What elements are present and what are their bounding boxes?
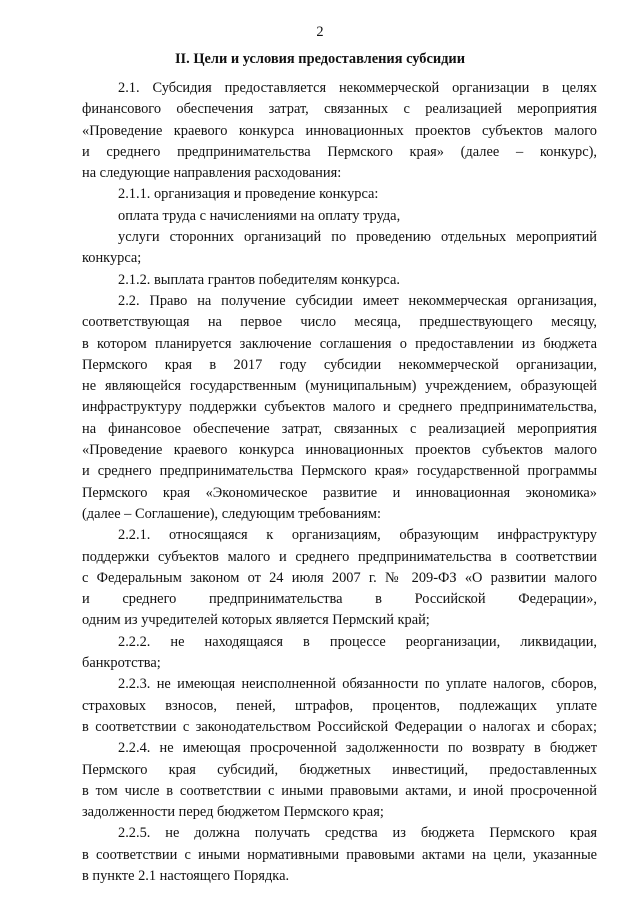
text-line: и среднего предпринимательства в Российской Федерации», (82, 591, 597, 608)
text-line: в котором планируется заключение соглашения о предоставлении из бюджета (82, 335, 597, 352)
text-line: на финансовое обеспечение затрат, связанных с реализацией мероприятия (82, 420, 597, 437)
text-line: 2.1.1. организация и проведение конкурса: (118, 186, 379, 203)
text-line: не являющейся государственным (муниципальным) учреждением, образующей (82, 378, 597, 395)
text-line: «Проведение краевого конкурса инновационных проектов субъектов малого (82, 442, 597, 459)
text-line: в соответствии с законодательством Российской Федерации о налогах и сборах; (82, 718, 597, 735)
text-line: задолженности перед бюджетом Пермского края; (82, 804, 384, 821)
text-line: в соответствии с иными нормативными правовыми актами на цели, указанные (82, 846, 597, 863)
text-line: 2.2.3. не имеющая неисполненной обязанности по уплате налогов, сборов, (118, 676, 597, 693)
text-line: оплата труда с начислениями на оплату труда, (118, 207, 401, 224)
text-line: (далее – Соглашение), следующим требованиям: (82, 505, 381, 522)
text-line: в том числе в соответствии с иными правовыми актами, и иной просроченной (82, 782, 597, 799)
page-number: 2 (316, 24, 324, 40)
text-line: и среднего предпринимательства Пермского края» государственной программы (82, 463, 597, 480)
text-line: 2.2.2. не находящаяся в процессе реорганизации, ликвидации, (118, 633, 597, 650)
text-line: 2.2.5. не должна получать средства из бюджета Пермского края (118, 825, 597, 842)
text-line: услуги сторонних организаций по проведению отдельных мероприятий (118, 229, 597, 246)
text-line: 2.2.1. относящаяся к организациям, образующим инфраструктуру (118, 527, 597, 544)
text-line: и среднего предпринимательства Пермского края» (далее – конкурс), (82, 143, 597, 160)
text-line: финансового обеспечения затрат, связанных с реализацией мероприятия (82, 101, 597, 118)
text-line: Пермского края «Экономическое развитие и инновационная экономика» (82, 484, 597, 501)
text-line: страховых взносов, пеней, штрафов, процентов, подлежащих уплате (82, 697, 597, 714)
text-line: Пермского края в 2017 году субсидии некоммерческой организации, (82, 356, 597, 373)
text-line: с Федеральным законом от 24 июля 2007 г. № 209-ФЗ «О развитии малого (82, 569, 597, 586)
text-line: поддержки субъектов малого и среднего предпринимательства в соответствии (82, 548, 597, 565)
text-line: «Проведение краевого конкурса инновационных проектов субъектов малого (82, 122, 597, 139)
text-line: банкротства; (82, 655, 161, 672)
text-line: инфраструктуру поддержки субъектов малого и среднего предпринимательства, (82, 399, 597, 416)
text-line: одним из учредителей которых является Пермский край; (82, 612, 430, 629)
section-heading: II. Цели и условия предоставления субсидии (174, 51, 466, 67)
text-line: Пермского края субсидий, бюджетных инвестиций, предоставленных (82, 761, 597, 778)
text-line: на следующие направления расходования: (82, 165, 342, 182)
text-line: 2.1.2. выплата грантов победителям конкурса. (118, 271, 400, 288)
text-line: соответствующая на первое число месяца, предшествующего месяцу, (82, 314, 597, 331)
document-body (82, 78, 597, 887)
text-line: 2.2.4. не имеющая просроченной задолженности по возврату в бюджет (118, 740, 597, 757)
text-line: 2.1. Субсидия предоставляется некоммерческой организации в целях (118, 80, 597, 96)
text-line: 2.2. Право на получение субсидии имеет некоммерческая организация, (118, 292, 597, 309)
text-line: конкурса; (82, 250, 142, 267)
text-line: в пункте 2.1 настоящего Порядка. (82, 867, 290, 884)
